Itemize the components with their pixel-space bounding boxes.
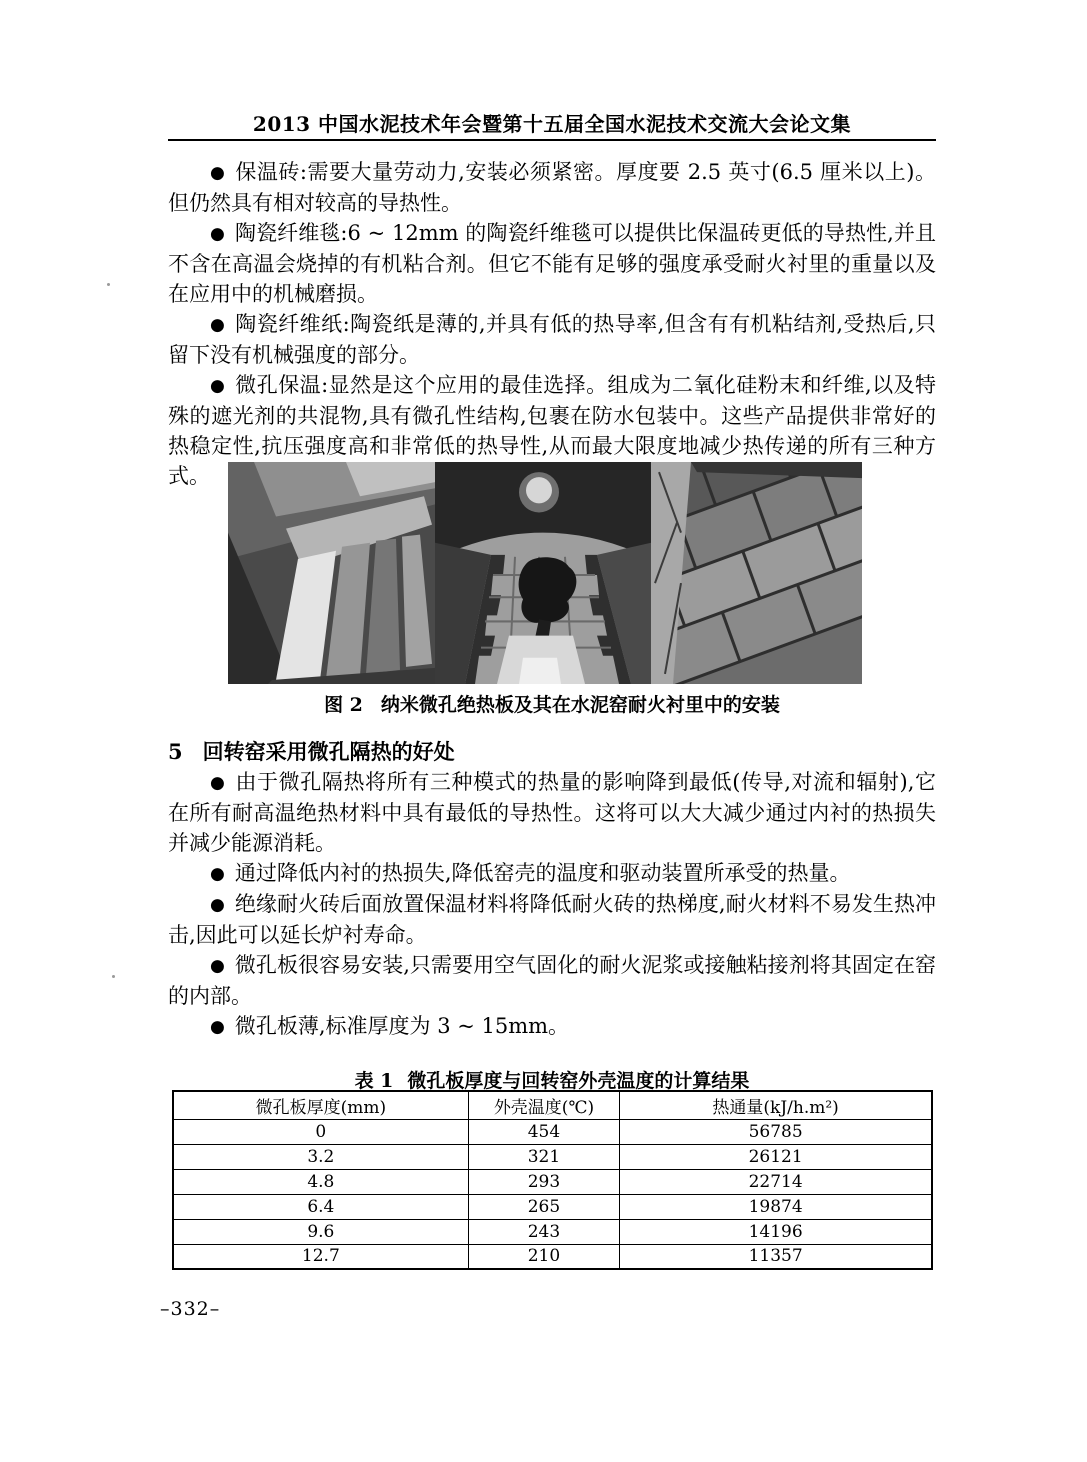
table-1-title [168,1066,936,1093]
cell-thickness: 9.6 [173,1219,468,1244]
bullet-text: 陶瓷纤维毯:6 ~ 12mm 的陶瓷纤维毯可以提供比保温砖更低的导热性,并且不含在高温会烧掉的有机粘合剂。但它不能有足够的强度承受耐火衬里的重量以及在应用中的机械磨损。 [168,221,936,306]
col-header-shell-temp: 外壳温度(℃) [468,1091,620,1119]
bullet-paragraph [168,767,936,858]
bullet-icon: ● [210,864,225,884]
cell-heat-flux: 26121 [620,1144,932,1169]
col-header-thickness: 微孔板厚度(mm) [173,1091,468,1119]
table-header-row [173,1091,932,1119]
table-row [173,1119,932,1144]
bullet-text: 由于微孔隔热将所有三种模式的热量的影响降到最低(传导,对流和辐射),它在所有耐高温绝热材料中具有最低的导热性。这将可以大大减少通过内衬的热损失并减少能源消耗。 [168,770,936,855]
cell-thickness: 12.7 [173,1244,468,1269]
photo-illustration [435,462,651,684]
bullet-paragraph [168,858,936,889]
bullet-paragraph [168,157,936,218]
table-1 [172,1090,933,1270]
bullet-icon: ● [210,956,225,976]
microporous-panels-stack-photo [228,462,435,684]
section-5-heading [168,737,936,767]
bullet-icon: ● [210,895,225,915]
bullet-paragraph [168,950,936,1011]
photo-illustration [228,462,435,684]
bullet-text: 微孔板很容易安装,只需要用空气固化的耐火泥浆或接触粘接剂将其固定在窑的内部。 [168,953,936,1008]
bullet-icon: ● [210,1017,225,1037]
figure-caption-label: 图 2 [324,694,363,716]
table-row [173,1194,932,1219]
table-row [173,1169,932,1194]
cell-shell-temp: 454 [468,1119,620,1144]
header-rule [168,139,936,141]
table-title-label: 表 1 [354,1070,394,1092]
cell-heat-flux: 14196 [620,1219,932,1244]
brick-lining-installation-photo [651,462,862,684]
cell-shell-temp: 293 [468,1169,620,1194]
intro-bullet-list [168,157,936,491]
cell-heat-flux: 56785 [620,1119,932,1144]
section-title: 回转窑采用微孔隔热的好处 [202,739,455,764]
col-header-heat-flux: 热通量(kJ/h.m²) [620,1091,932,1119]
bullet-icon: ● [210,315,226,335]
photo-illustration [651,462,862,684]
figure-2-caption [168,690,936,717]
table-row [173,1144,932,1169]
scan-speck [107,283,110,286]
bullet-icon: ● [210,163,226,183]
cell-heat-flux: 11357 [620,1244,932,1269]
cell-shell-temp: 265 [468,1194,620,1219]
bullet-paragraph [168,309,936,370]
figure-2-photos [228,462,862,684]
cell-shell-temp: 210 [468,1244,620,1269]
scan-speck [112,975,115,978]
cell-shell-temp: 321 [468,1144,620,1169]
bullet-text: 陶瓷纤维纸:陶瓷纸是薄的,并具有低的热导率,但含有有机粘结剂,受热后,只留下没有机械强度的部分。 [168,312,936,367]
bullet-paragraph [168,889,936,950]
section-number: 5 [168,739,183,764]
table-row [173,1219,932,1244]
bullet-text: 绝缘耐火砖后面放置保温材料将降低耐火砖的热梯度,耐火材料不易发生热冲击,因此可以延长炉衬寿命。 [168,892,936,947]
bullet-icon: ● [210,224,225,244]
section-5 [168,737,936,1042]
bullet-icon: ● [210,376,226,396]
cell-thickness: 6.4 [173,1194,468,1219]
bullet-text: 微孔保温:显然是这个应用的最佳选择。组成为二氧化硅粉末和纤维,以及特殊的遮光剂的共混物,具有微孔性结构,包裹在防水包装中。这些产品提供非常好的热稳定性,抗压强度高和非常低的热导性,从而最大限度地减少热传递的所有三种方式。 [168,373,936,488]
cell-thickness: 3.2 [173,1144,468,1169]
bullet-icon: ● [210,773,226,793]
cell-thickness: 4.8 [173,1169,468,1194]
cell-shell-temp: 243 [468,1219,620,1244]
bullet-paragraph [168,1011,936,1042]
kiln-interior-installation-photo [435,462,651,684]
cell-thickness: 0 [173,1119,468,1144]
table-title-text: 微孔板厚度与回转窑外壳温度的计算结果 [407,1070,750,1092]
figure-caption-text: 纳米微孔绝热板及其在水泥窑耐火衬里中的安装 [380,694,780,716]
page-number: –332– [160,1298,221,1320]
table-row [173,1244,932,1269]
cell-heat-flux: 22714 [620,1169,932,1194]
running-head-title: 2013 中国水泥技术年会暨第十五届全国水泥技术交流大会论文集 [252,112,852,136]
bullet-text: 通过降低内衬的热损失,降低窑壳的温度和驱动装置所承受的热量。 [234,861,851,885]
bullet-text: 微孔板薄,标准厚度为 3 ~ 15mm。 [234,1014,570,1038]
bullet-text: 保温砖:需要大量劳动力,安装必须紧密。厚度要 2.5 英寸(6.5 厘米以上)。但仍然具有相对较高的导热性。 [168,160,936,215]
cell-heat-flux: 19874 [620,1194,932,1219]
bullet-paragraph [168,218,936,309]
